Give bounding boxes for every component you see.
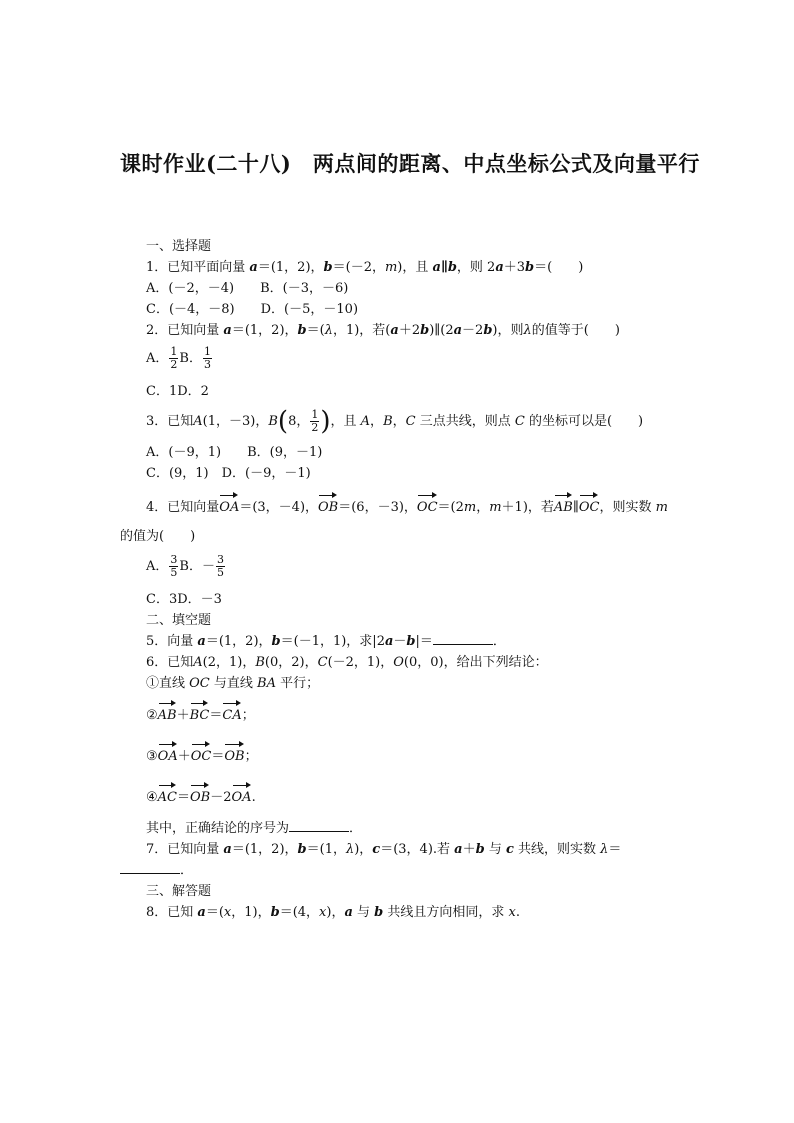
question-2-options-cd: C．1D．2 (146, 384, 209, 399)
question-4-options-ab: A． $\frac{3}{5}$ B．－ $\frac{3}{5}$ (146, 553, 224, 579)
question-4-options-cd: C．3D．－3 (146, 592, 222, 607)
answer-blank[interactable] (289, 819, 349, 832)
fraction: $\frac{3}{5}$ (170, 553, 178, 579)
section-choice: 一、选择题 (146, 239, 212, 254)
question-7-stem: 7．已知向量 a＝(1，2)，b＝(1，λ)，c＝(3，4).若 a＋b 与 c 共线，则实数 λ＝ (146, 842, 622, 857)
question-2-stem: 2．已知向量 a＝(1，2)，b＝(λ，1)，若(a＋2b)∥(2a－2b)，则λ的值等于( ) (146, 323, 620, 338)
answer-blank[interactable] (433, 632, 493, 645)
question-6-conclusion-2: ②AB＋BC＝CA； (146, 706, 255, 726)
question-6-ask: 其中，正确结论的序号为 ． (146, 821, 363, 836)
fraction: $\frac{1}{2}$ (311, 408, 319, 434)
question-1-options-cd: C．(－4，－8) D．(－5，－10) (146, 302, 359, 317)
question-6-stem: 6．已知A(2，1)，B(0，2)，C(－2，1)，O(0，0)，给出下列结论： (146, 655, 548, 670)
page-title: 课时作业(二十八) 两点间的距离、中点坐标公式及向量平行 (120, 151, 700, 176)
question-3-stem: 3．已知A(1，－3)，B(8， $\frac{1}{2}$ )，且 A，B，C 三点共线，则点 C 的坐标可以是( ) (146, 406, 644, 437)
section-solve: 三、解答题 (146, 884, 212, 899)
question-3-options-ab: A．(－9，1) B．(9，－1) (146, 445, 323, 460)
fraction: $\frac{3}{5}$ (216, 553, 224, 579)
question-6-conclusion-3: ③OA＋OC＝OB； (146, 747, 258, 767)
question-4-stem-line2: 的值为( ) (120, 529, 196, 544)
answer-blank[interactable] (120, 861, 180, 874)
question-2-options-ab: A． $\frac{1}{2}$ B． $\frac{1}{3}$ (146, 345, 211, 371)
question-7-blank-line: ． (120, 861, 193, 881)
question-5-stem: 5．向量 a＝(1，2)，b＝(－1，1)，求|2a－b|＝ ． (146, 634, 506, 649)
fraction: $\frac{1}{2}$ (170, 345, 178, 371)
question-6-conclusion-1: ①直线 OC 与直线 BA 平行； (146, 676, 320, 691)
question-8-stem: 8．已知 a＝(x，1)，b＝(4，x)，a 与 b 共线且方向相同，求 x. (146, 905, 521, 920)
fraction: $\frac{1}{3}$ (203, 345, 211, 371)
question-4-stem: 4．已知向量OA＝(3，－4)，OB＝(6，－3)，OC＝(2m，m＋1)，若AB∥OC，则实数 m (146, 498, 668, 518)
section-fill-blank: 二、填空题 (146, 613, 212, 628)
question-1-options-ab: A．(－2，－4) B．(－3，－6) (146, 281, 349, 296)
question-1-stem: 1．已知平面向量 a＝(1，2)，b＝(－2，m)，且 a∥b，则 2a＋3b＝( ) (146, 260, 584, 275)
question-3-options-cd: C．(9，1) D．(－9，－1) (146, 466, 311, 481)
question-6-conclusion-4: ④AC＝OB－2OA. (146, 788, 256, 808)
